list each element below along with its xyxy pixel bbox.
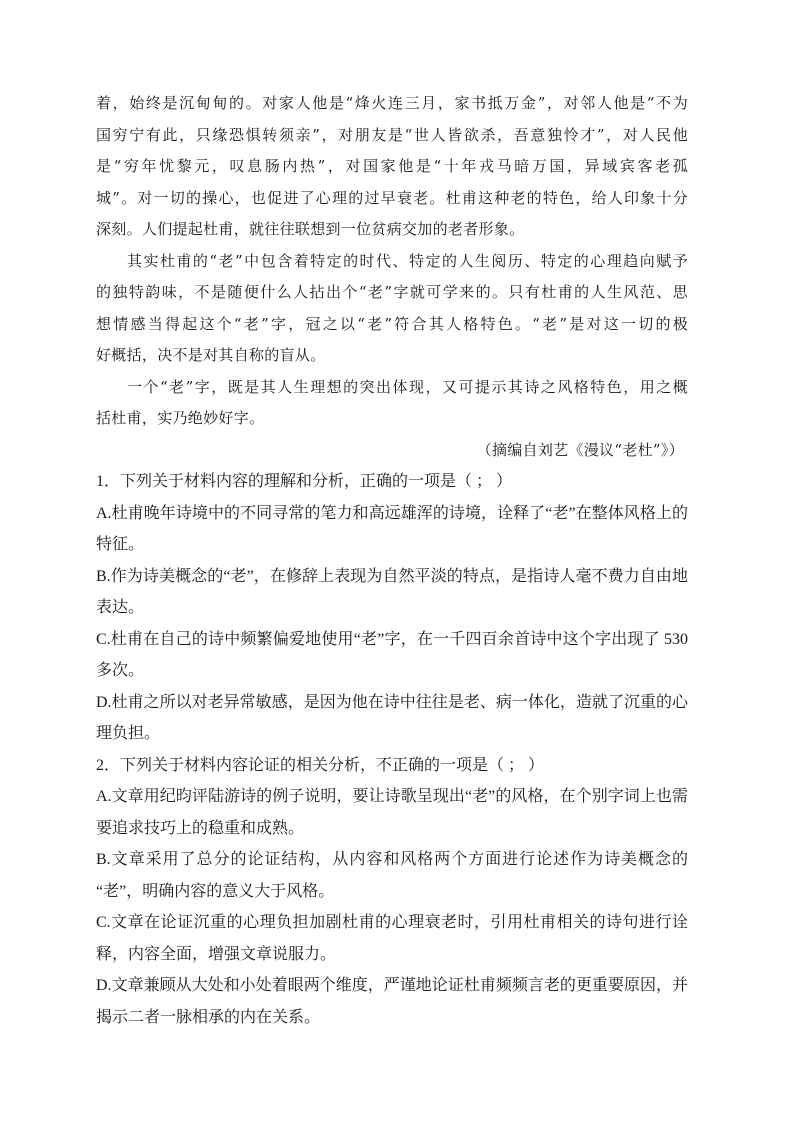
option-line: C.文章在论证沉重的心理负担加剧杜甫的心理衰老时，引用杜甫相关的诗句进行诠 xyxy=(96,914,688,931)
option-line: D.杜甫之所以对老异常敏感，是因为他在诗中往往是老、病一体化，造就了沉重的心 xyxy=(96,693,688,711)
option-line: 表达。 xyxy=(96,599,145,616)
passage-line: 国穷宁有此，只缘恐惧转须亲”，对朋友是“世人皆欲杀，吾意独怜才”，对人民他 xyxy=(96,125,688,144)
option-d[interactable] xyxy=(96,970,688,1033)
option-line: B.作为诗美概念的“老”，在修辞上表现为自然平淡的特点，是指诗人毫不费力自由地 xyxy=(96,567,688,585)
passage-line: 着，始终是沉甸甸的。对家人他是“烽火连三月，家书抵万金”，对邻人他是“不为 xyxy=(96,94,688,112)
option-line: 理负担。 xyxy=(96,725,161,742)
passage-paragraph xyxy=(96,88,688,246)
question-list xyxy=(96,466,688,1033)
option-line: 多次。 xyxy=(96,662,145,679)
passage-line: 一个“老”字，既是其人生理想的突出体现，又可提示其诗之风格特色，用之概 xyxy=(127,377,688,396)
option-c[interactable] xyxy=(96,907,688,970)
option-line: 释，内容全面，增强文章说服力。 xyxy=(96,945,337,963)
passage-paragraph xyxy=(96,372,688,435)
passage-line: 好概括，决不是对其自称的盲从。 xyxy=(96,346,326,364)
question-item xyxy=(96,466,688,750)
question-stem: 2．下列关于材料内容论证的相关分析，不正确的一项是（ ； ） xyxy=(96,756,545,774)
option-line: 揭示二者一脉相承的内在关系。 xyxy=(96,1008,321,1026)
passage-source: （摘编自刘艺《漫议“老杜”》） xyxy=(476,440,684,459)
option-a[interactable] xyxy=(96,781,688,844)
option-a[interactable] xyxy=(96,498,688,561)
option-d[interactable] xyxy=(96,687,688,750)
passage-line: 其实杜甫的“老”中包含着特定的时代、特定的人生阅历、特定的心理趋向赋予 xyxy=(127,251,688,270)
option-c[interactable] xyxy=(96,624,688,687)
option-b[interactable] xyxy=(96,561,688,624)
option-line: A.文章用纪昀评陆游诗的例子说明，要让诗歌呈现出“老”的风格，在个别字词上也需 xyxy=(96,788,688,805)
option-line: B.文章采用了总分的论证结构，从内容和风格两个方面进行论述作为诗美概念的 xyxy=(96,851,688,868)
document-page xyxy=(96,88,688,1033)
passage-line: 深刻。人们提起杜甫，就往往联想到一位贫病交加的老者形象。 xyxy=(96,220,525,238)
passage-line: 的独特韵味，不是随便什么人拈出个“老”字就可学来的。只有杜甫的人生风范、思 xyxy=(96,283,688,301)
passage-line: 括杜甫，实乃绝妙好字。 xyxy=(96,409,265,427)
passage-line: 是“穷年忧黎元，叹息肠内热”，对国家他是“十年戎马暗万国，异域宾客老孤 xyxy=(96,157,688,175)
option-line: D.文章兼顾从大处和小处着眼两个维度，严谨地论证杜甫频频言老的更重要原因，并 xyxy=(96,977,688,994)
passage-line: 想情感当得起这个“老”字，冠之以“老”符合其人格特色。“老”是对这一切的极 xyxy=(96,314,688,333)
passage-line: 城”。对一切的操心，也促进了心理的过早衰老。杜甫这种老的特色，给人印象十分 xyxy=(96,188,688,207)
option-line: “老”，明确内容的意义大于风格。 xyxy=(96,882,335,900)
passage xyxy=(96,88,688,466)
option-line: C.杜甫在自己的诗中频繁偏爱地使用“老”字，在一千四百余首诗中这个字出现了 530 xyxy=(96,630,688,648)
question-stem: 1．下列关于材料内容的理解和分析，正确的一项是（ ； ） xyxy=(96,473,513,490)
question-item xyxy=(96,750,688,1034)
option-b[interactable] xyxy=(96,844,688,907)
option-line: A.杜甫晚年诗境中的不同寻常的笔力和高远雄浑的诗境，诠释了“老”在整体风格上的 xyxy=(96,504,688,522)
option-line: 要追求技巧上的稳重和成熟。 xyxy=(96,819,305,837)
option-line: 特征。 xyxy=(96,536,145,553)
passage-paragraph xyxy=(96,246,688,372)
